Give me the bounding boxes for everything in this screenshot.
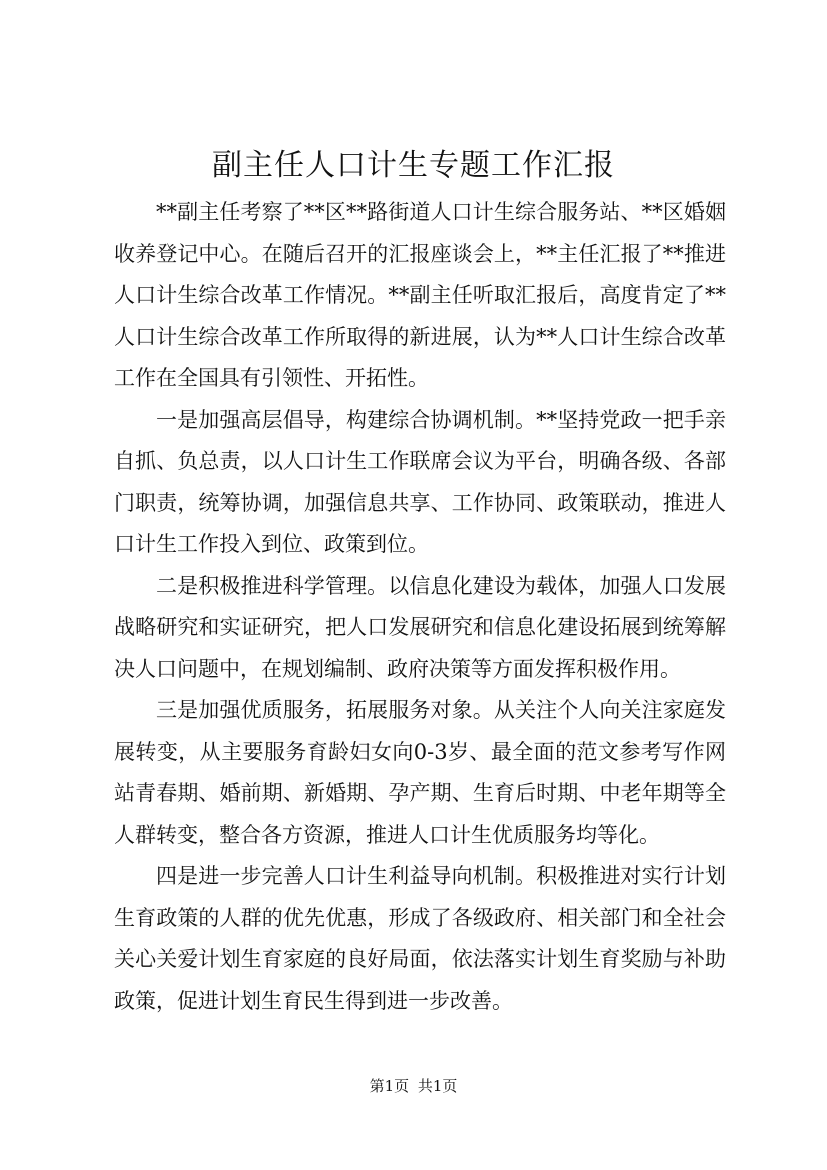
paragraph-intro: **副主任考察了**区**路街道人口计生综合服务站、**区婚姻收养登记中心。在随后召开的汇报座谈会上，**主任汇报了**推进人口计生综合改革工作情况。**副主任听取汇报后，高度肯定了**人口计生综合改革工作所取得的新进展，认为**人口计生综合改革工作在全国具有引领性、开拓性。 xyxy=(114,200,726,390)
paragraph-point-3: 三是加强优质服务，拓展服务对象。从关注个人向关注家庭发展转变，从主要服务育龄妇女向0-3岁、最全面的范文参考写作网站青春期、婚前期、新婚期、孕产期、生育后时期、中老年期等全人群转变，整合各方资源，推进人口计生优质服务均等化。 xyxy=(114,698,726,847)
paragraph-point-4: 四是进一步完善人口计生利益导向机制。积极推进对实行计划生育政策的人群的优先优惠，形成了各级政府、相关部门和全社会关心关爱计划生育家庭的良好局面，依法落实计划生育奖励与补助政策，促进计划生育民生得到进一步改善。 xyxy=(114,864,726,1013)
document-body xyxy=(114,192,726,1022)
document-title: 副主任人口计生专题工作汇报 xyxy=(212,148,615,183)
page-footer xyxy=(0,1076,827,1096)
page-total: 共1页 xyxy=(417,1077,458,1095)
paragraph-point-1: 一是加强高层倡导，构建综合协调机制。**坚持党政一把手亲自抓、负总责，以人口计生工作联席会议为平台，明确各级、各部门职责，统筹协调，加强信息共享、工作协同、政策联动，推进人口计生工作投入到位、政策到位。 xyxy=(114,407,726,556)
paragraph-point-2: 二是积极推进科学管理。以信息化建设为载体，加强人口发展战略研究和实证研究，把人口发展研究和信息化建设拓展到统筹解决人口问题中，在规划编制、政府决策等方面发挥积极作用。 xyxy=(114,573,726,681)
page-number: 第1页 xyxy=(369,1077,410,1095)
